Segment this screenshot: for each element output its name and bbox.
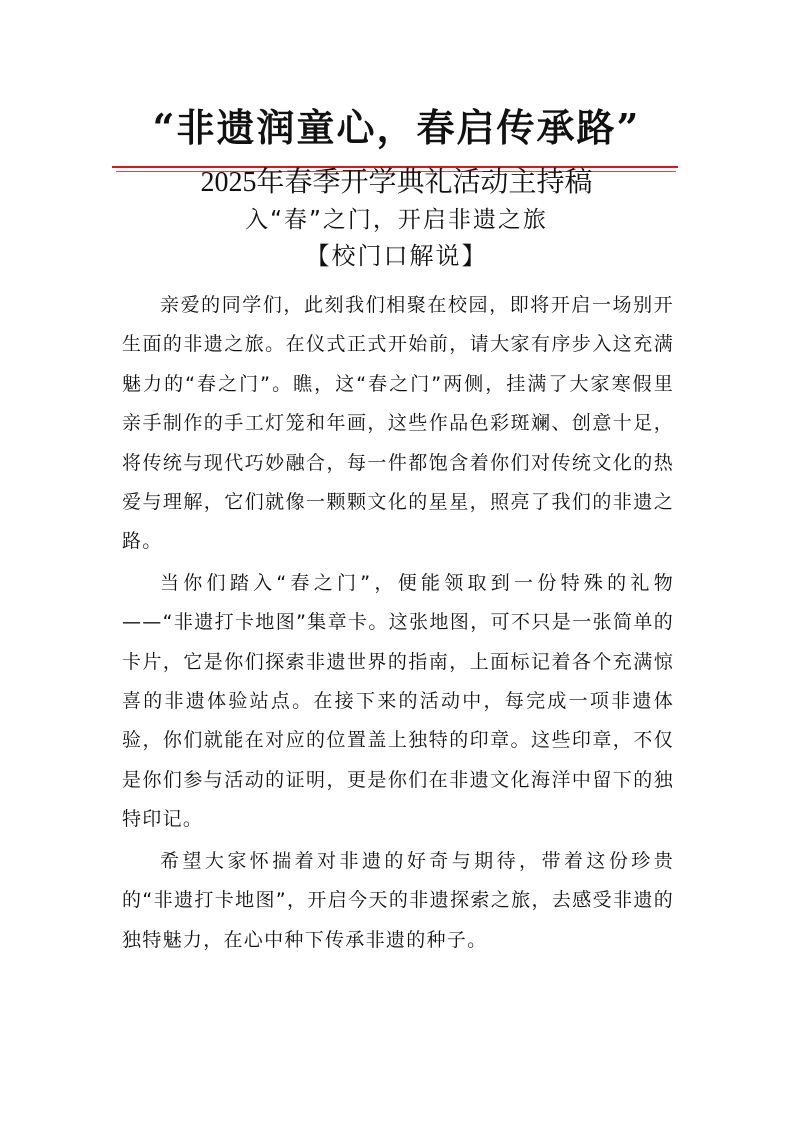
sub-heading: 【校门口解说】 (305, 242, 488, 270)
paragraph-2: 当你们踏入“春之门”，便能领取到一份特殊的礼物——“非遗打卡地图”集章卡。这张地图，可不只是一张简单的卡片，它是你们探索非遗世界的指南，上面标记着各个充满惊喜的非遗体验站点。在接下来的活动中，每完成一项非遗体验，你们就能在对应的位置盖上独特的印章。这些印章，不仅是你们参与活动的证明，更是你们在非遗文化海洋中留下的独特印记。 (122, 571, 674, 831)
document-title: “非遗润童心，春启传承路” (152, 105, 641, 150)
section-heading: 入“春”之门，开启非遗之旅 (245, 207, 548, 233)
paragraph-3: 希望大家怀揣着对非遗的好奇与期待，带着这份珍贵的“非遗打卡地图”，开启今天的非遗探索之旅，去感受非遗的独特魅力，在心中种下传承非遗的种子。 (122, 849, 674, 951)
document-subtitle: 2025年春季开学典礼活动主持稿 (200, 167, 593, 198)
paragraph-1: 亲爱的同学们，此刻我们相聚在校园，即将开启一场别开生面的非遗之旅。在仪式正式开始前，请大家有序步入这充满魅力的“春之门”。瞧，这“春之门”两侧，挂满了大家寒假里亲手制作的手工灯笼和年画，这些作品色彩斑斓、创意十足，将传统与现代巧妙融合，每一件都饱含着你们对传统文化的热爱与理解，它们就像一颗颗文化的星星，照亮了我们的非遗之路。 (122, 294, 674, 553)
document-body (122, 286, 674, 962)
